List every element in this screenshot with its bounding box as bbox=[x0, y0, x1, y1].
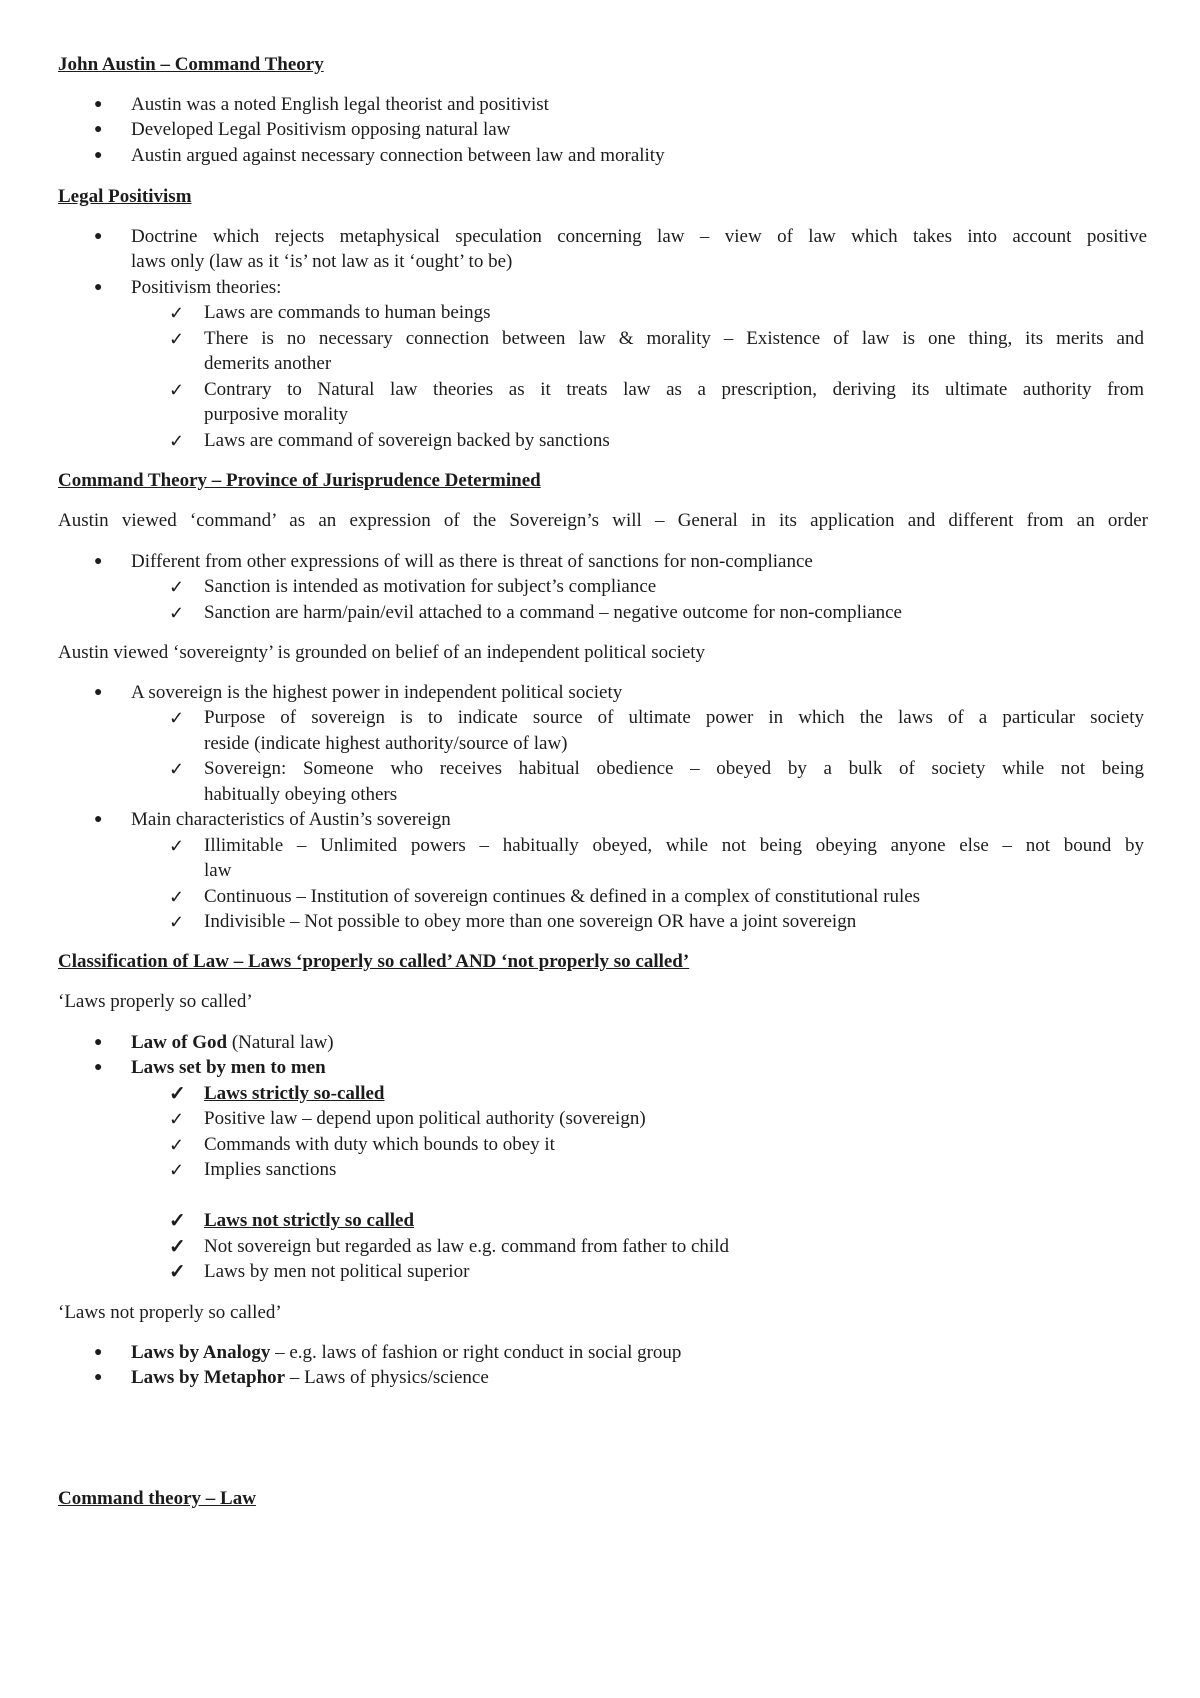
checkmark-icon: ✓ bbox=[169, 1236, 186, 1258]
paragraph: ‘Laws properly so called’ bbox=[58, 991, 253, 1012]
heading-command-theory-law: Command theory – Law bbox=[58, 1488, 256, 1509]
checkmark-icon: ✓ bbox=[169, 1083, 186, 1105]
checkmark-icon: ✓ bbox=[169, 577, 185, 597]
list-item bbox=[131, 1367, 489, 1389]
bullet-icon: ● bbox=[94, 812, 103, 827]
list-item: Austin argued against necessary connection between law and morality bbox=[131, 145, 665, 166]
bullet-icon: ● bbox=[94, 1345, 103, 1360]
list-item-continuation: laws only (law as it ‘is’ not law as it ‘ought’ to be) bbox=[131, 251, 513, 272]
bold-term: Laws by Analogy bbox=[131, 1342, 271, 1363]
checkmark-icon: ✓ bbox=[169, 431, 185, 451]
list-item: Laws set by men to men bbox=[131, 1057, 326, 1078]
checkmark-icon: ✓ bbox=[169, 836, 185, 856]
checkmark-icon: ✓ bbox=[169, 1261, 186, 1283]
sub-list-item: Sanction is intended as motivation for subject’s compliance bbox=[204, 576, 657, 597]
list-item: Austin was a noted English legal theorist and positivist bbox=[131, 94, 549, 115]
sub-list-item: Continuous – Institution of sovereign continues & defined in a complex of constitutional rules bbox=[204, 886, 921, 907]
list-item bbox=[131, 1342, 681, 1364]
sub-list-item: Contrary to Natural law theories as it treats law as a prescription, deriving its ultimate authority from bbox=[204, 379, 1144, 400]
paragraph: ‘Laws not properly so called’ bbox=[58, 1302, 282, 1323]
bullet-icon: ● bbox=[94, 280, 103, 295]
paragraph: Austin viewed ‘sovereignty’ is grounded on belief of an independent political society bbox=[58, 642, 706, 663]
sub-list-item-continuation: reside (indicate highest authority/source of law) bbox=[204, 733, 568, 754]
sub-list-item: Not sovereign but regarded as law e.g. command from father to child bbox=[204, 1236, 729, 1257]
heading-command-theory: Command Theory – Province of Jurisprudence Determined bbox=[58, 470, 541, 491]
checkmark-icon: ✓ bbox=[169, 1135, 185, 1155]
bullet-icon: ● bbox=[94, 1370, 103, 1385]
sub-list-item: Laws are commands to human beings bbox=[204, 302, 491, 323]
list-item: Developed Legal Positivism opposing natural law bbox=[131, 119, 511, 140]
checkmark-icon: ✓ bbox=[169, 329, 185, 349]
list-item: Different from other expressions of will as there is threat of sanctions for non-compliance bbox=[131, 551, 813, 572]
checkmark-icon: ✓ bbox=[169, 759, 185, 779]
list-item: Doctrine which rejects metaphysical speculation concerning law – view of law which takes into account positive bbox=[131, 226, 1147, 247]
sub-list-item: Purpose of sovereign is to indicate source of ultimate power in which the laws of a particular society bbox=[204, 707, 1144, 728]
checkmark-icon: ✓ bbox=[169, 887, 185, 907]
sub-list-item: Sovereign: Someone who receives habitual obedience – obeyed by a bulk of society while not being bbox=[204, 758, 1144, 779]
sub-list-item-continuation: habitually obeying others bbox=[204, 784, 398, 805]
checkmark-icon: ✓ bbox=[169, 1109, 185, 1129]
sub-list-heading: Laws not strictly so called bbox=[204, 1210, 415, 1231]
heading-classification: Classification of Law – Laws ‘properly so called’ AND ‘not properly so called’ bbox=[58, 951, 690, 972]
bullet-icon: ● bbox=[94, 554, 103, 569]
sub-list-item: Commands with duty which bounds to obey it bbox=[204, 1134, 555, 1155]
term-description: – e.g. laws of fashion or right conduct in social group bbox=[270, 1342, 682, 1363]
bullet-icon: ● bbox=[94, 148, 103, 163]
list-item bbox=[131, 1032, 334, 1054]
paragraph: Austin viewed ‘command’ as an expression of the Sovereign’s will – General in its application and different from an order bbox=[58, 510, 1148, 531]
sub-list-item: Indivisible – Not possible to obey more than one sovereign OR have a joint sovereign bbox=[204, 911, 857, 932]
list-item: Main characteristics of Austin’s sovereign bbox=[131, 809, 451, 830]
checkmark-icon: ✓ bbox=[169, 380, 185, 400]
bullet-icon: ● bbox=[94, 1035, 103, 1050]
sub-list-item-continuation: law bbox=[204, 860, 232, 881]
list-item: Positivism theories: bbox=[131, 277, 282, 298]
bullet-icon: ● bbox=[94, 229, 103, 244]
sub-list-item: Positive law – depend upon political authority (sovereign) bbox=[204, 1108, 646, 1129]
term-description: – Laws of physics/science bbox=[285, 1367, 489, 1388]
checkmark-icon: ✓ bbox=[169, 1210, 186, 1232]
sub-list-item: Illimitable – Unlimited powers – habitually obeyed, while not being obeying anyone else – not bound by bbox=[204, 835, 1144, 856]
checkmark-icon: ✓ bbox=[169, 603, 185, 623]
bullet-icon: ● bbox=[94, 122, 103, 137]
checkmark-icon: ✓ bbox=[169, 1160, 185, 1180]
checkmark-icon: ✓ bbox=[169, 912, 185, 932]
sub-list-heading: Laws strictly so-called bbox=[204, 1083, 385, 1104]
bold-term: Laws by Metaphor bbox=[131, 1367, 286, 1388]
bullet-icon: ● bbox=[94, 685, 103, 700]
bullet-icon: ● bbox=[94, 1060, 103, 1075]
sub-list-item: Sanction are harm/pain/evil attached to a command – negative outcome for non-compliance bbox=[204, 602, 902, 623]
checkmark-icon: ✓ bbox=[169, 303, 185, 323]
list-item: A sovereign is the highest power in independent political society bbox=[131, 682, 623, 703]
bullet-icon: ● bbox=[94, 97, 103, 112]
sub-list-item-continuation: purposive morality bbox=[204, 404, 349, 425]
sub-list-item: There is no necessary connection between law & morality – Existence of law is one thing, its merits and bbox=[204, 328, 1144, 349]
term-description: (Natural law) bbox=[227, 1032, 334, 1053]
heading-legal-positivism: Legal Positivism bbox=[58, 186, 192, 207]
sub-list-item: Implies sanctions bbox=[204, 1159, 337, 1180]
checkmark-icon: ✓ bbox=[169, 708, 185, 728]
sub-list-item-continuation: demerits another bbox=[204, 353, 332, 374]
heading-john-austin: John Austin – Command Theory bbox=[58, 54, 324, 75]
sub-list-item: Laws by men not political superior bbox=[204, 1261, 470, 1282]
bold-term: Law of God bbox=[131, 1032, 228, 1053]
sub-list-item: Laws are command of sovereign backed by sanctions bbox=[204, 430, 610, 451]
